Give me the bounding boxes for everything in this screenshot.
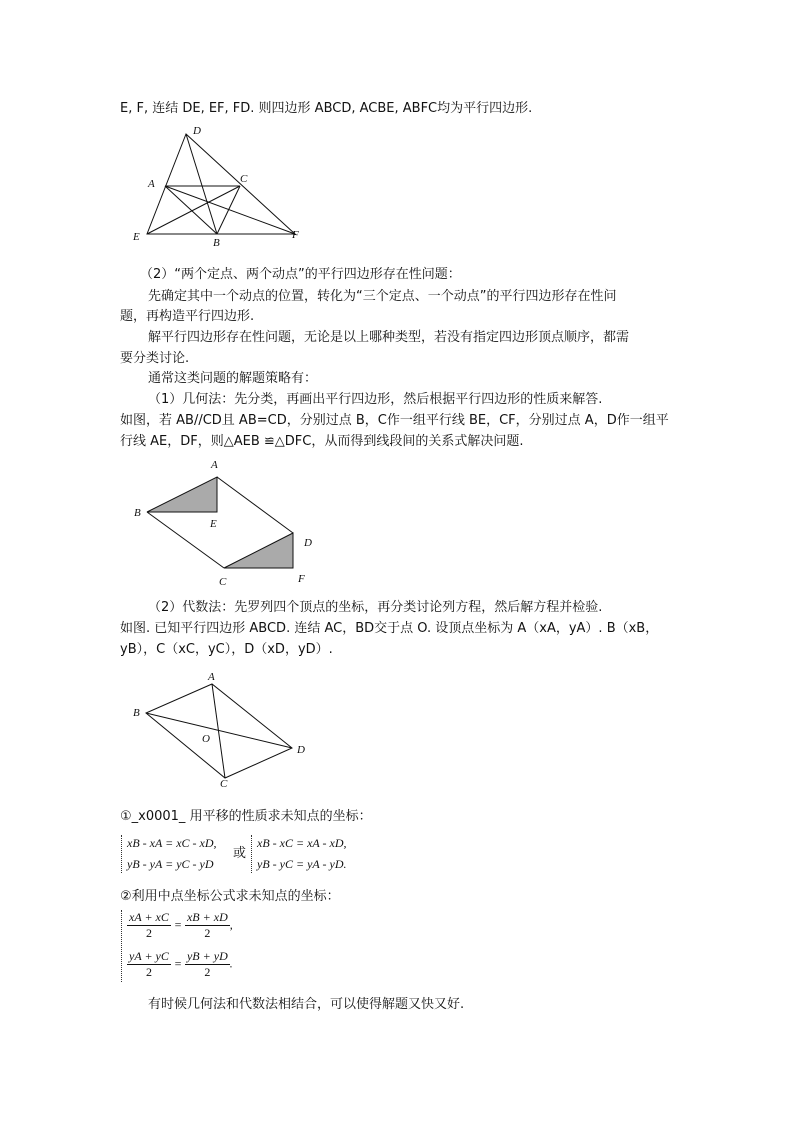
paragraph-line: yB），C（xC，yC），D（xD，yD）.: [120, 642, 333, 657]
fig3-label-C: C: [220, 778, 228, 790]
paragraph-line: 如图，若 AB//CD且 AB=CD，分别过点 B，C作一组平行线 BE，CF，分别过点 A，D作一组平: [120, 413, 669, 428]
strategies-heading: 通常这类问题的解题策略有：: [148, 371, 318, 386]
method-1-heading: ①_x0001_ 用平移的性质求未知点的坐标：: [120, 809, 372, 824]
geometric-method: （1）几何法：先分类，再画出平行四边形，然后根据平行四边形的性质来解答.: [148, 392, 603, 407]
figure-2-parallelogram: [0, 455, 794, 595]
fig1-label-B: B: [213, 237, 220, 249]
equation: yB - yC = yA - yD.: [257, 857, 347, 871]
fig2-label-A: A: [211, 459, 218, 471]
fig1-label-D: D: [193, 125, 201, 137]
paragraph-line: 如图. 已知平行四边形 ABCD. 连结 AC，BD交于点 O. 设顶点坐标为 A（xA，yA）. B（xB，: [120, 621, 659, 636]
fig3-label-A: A: [208, 671, 215, 683]
left-brace: [251, 835, 252, 873]
intro-line: E, F, 连结 DE, EF, FD. 则四边形 ABCD, ACBE, ABFC均为平行四边形.: [120, 101, 533, 116]
fig2-label-F: F: [298, 573, 305, 585]
algebraic-method: （2）代数法：先罗列四个顶点的坐标，再分类讨论列方程，然后解方程并检验.: [148, 600, 603, 615]
left-brace: [121, 910, 122, 982]
equation: yB - yA = yC - yD: [127, 857, 214, 871]
paragraph-line: 先确定其中一个动点的位置，转化为“三个定点、一个动点”的平行四边形存在性问: [148, 289, 617, 304]
fig2-label-D: D: [304, 537, 312, 549]
equation: xB - xA = xC - xD,: [127, 836, 217, 850]
section-2-heading: （2）“两个定点、两个动点”的平行四边形存在性问题：: [140, 267, 461, 282]
midpoint-equation-y: $\frac{yA + yC}{2}$ = $\frac{yB + yD}{2}$ .: [129, 949, 233, 979]
paragraph-line: 行线 AE，DF，则△AEB ≌△DFC，从而得到线段间的关系式解决问题.: [120, 434, 524, 449]
paragraph-line: 题，再构造平行四边形.: [120, 309, 255, 324]
midpoint-equation-x: $\frac{xA + xC}{2}$ = $\frac{xB + xD}{2}$ ,: [129, 910, 233, 940]
paragraph-line: 要分类讨论.: [120, 351, 190, 366]
fig1-label-F: F: [292, 229, 299, 241]
fig1-label-C: C: [240, 173, 248, 185]
equation: xB - xC = xA - xD,: [257, 836, 347, 850]
fig2-label-C: C: [219, 576, 227, 588]
left-brace: [121, 835, 122, 873]
figure-3-parallelogram-diagonals: [0, 665, 794, 795]
fig1-label-E: E: [133, 231, 140, 243]
fig3-label-B: B: [133, 707, 140, 719]
or-label: 或: [233, 846, 247, 861]
conclusion: 有时候几何法和代数法相结合，可以使得解题又快又好.: [148, 997, 465, 1012]
fig3-label-O: O: [202, 733, 210, 745]
fig3-label-D: D: [297, 744, 305, 756]
fig2-label-B: B: [134, 507, 141, 519]
method-2-heading: ②利用中点坐标公式求未知点的坐标：: [120, 889, 340, 904]
paragraph-line: 解平行四边形存在性问题，无论是以上哪种类型，若没有指定四边形顶点顺序，都需: [148, 330, 630, 345]
fig1-label-A: A: [148, 178, 155, 190]
fig2-label-E: E: [210, 518, 217, 530]
